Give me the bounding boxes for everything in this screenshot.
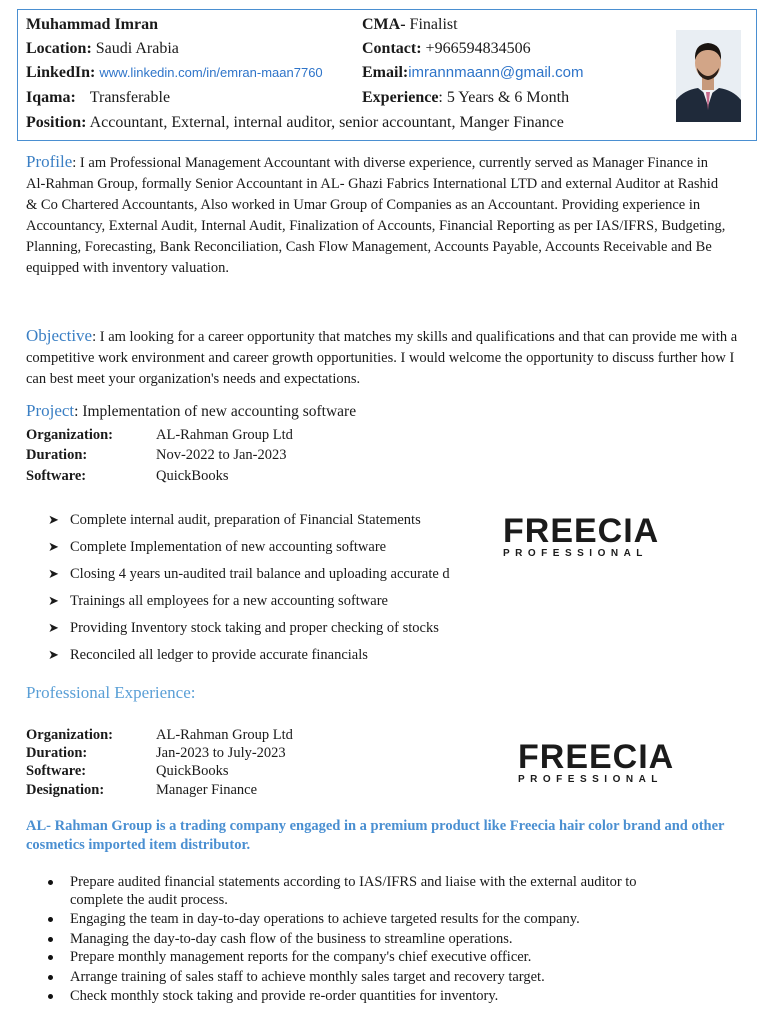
list-item: ➤ Closing 4 years un-audited trail balance and uploading accurate d (48, 566, 450, 582)
objective-heading: Objective (26, 326, 93, 345)
location: Location: Saudi Arabia (26, 40, 179, 57)
contact: Contact: +966594834506 (362, 40, 531, 57)
profile-photo (676, 30, 741, 122)
exp-duration: Duration: Jan-2023 to July-2023 (26, 745, 286, 761)
logo-wordmark: FREECIA (518, 738, 675, 776)
linkedin-link[interactable]: www.linkedin.com/in/emran-maan7760 (99, 65, 323, 80)
logo-subtitle: PROFESSIONAL (503, 548, 648, 559)
exp-software: Software: QuickBooks (26, 763, 229, 779)
profile-heading: Profile (26, 152, 73, 171)
profile-text: : I am Professional Management Accountant with diverse experience, currently served as Manager Finance in Al-Rahman Group, formally Senior Accountant in AL- Ghazi Fabrics International LTD and external Auditor at Rashid & Co Chartered Accountants, Also worked in Umar Group of Companies as an Accountant. Providing experience in Accountancy, External Audit, Internal Audit, Finalization of Accounts, Financial Reporting as per IAS/IFRS, Budgeting, Planning, Forecasting, Bank Reconciliation, Cash Flow Management, Accounts Payable, Accounts Receivable and Be equipped with inventory valuation. (26, 155, 726, 276)
arrow-bullet-icon: ➤ (48, 647, 59, 662)
list-item: ➤ Providing Inventory stock taking and proper checking of stocks (48, 620, 439, 636)
portrait-image (676, 30, 741, 122)
arrow-bullet-icon: ➤ (48, 593, 59, 608)
profile-section (26, 151, 726, 279)
arrow-bullet-icon: ➤ (48, 620, 59, 635)
freecia-logo (518, 740, 698, 786)
list-item: ➤ Complete Implementation of new accounting software (48, 539, 387, 555)
bullet-dot-icon (48, 880, 53, 885)
arrow-bullet-icon: ➤ (48, 539, 59, 554)
freecia-logo (503, 514, 683, 560)
experience-years: Experience: 5 Years & 6 Month (362, 89, 570, 106)
exp-organization: Organization: AL-Rahman Group Ltd (26, 727, 293, 743)
email-link[interactable]: imrannmaann@gmail.com (408, 64, 584, 81)
arrow-bullet-icon: ➤ (48, 512, 59, 527)
iqama: Iqama: Transferable (26, 89, 171, 106)
experience-heading-row: Professional Experience: (26, 683, 196, 702)
exp-designation: Designation: Manager Finance (26, 782, 258, 798)
logo-wordmark: FREECIA (503, 512, 660, 550)
objective-text: : I am looking for a career opportunity that matches my skills and qualifications and that can provide me with a competitive work environment and career growth opportunities. I would welcome the opportunity to discuss further how I can best meet your organization's needs and expectations. (26, 329, 738, 387)
project-heading: Project (26, 401, 75, 420)
project-title-row (26, 401, 356, 421)
project-title: : Implementation of new accounting software (74, 403, 357, 420)
bullet-dot-icon (48, 975, 53, 980)
list-item: ➤ Complete internal audit, preparation of Financial Statements (48, 512, 421, 528)
bullet-dot-icon (48, 994, 53, 999)
objective-section (26, 325, 744, 390)
list-item: ➤ Reconciled all ledger to provide accurate financials (48, 647, 368, 663)
logo-subtitle: PROFESSIONAL (518, 774, 663, 785)
linkedin: LinkedIn: www.linkedin.com/in/emran-maan7760 (26, 64, 323, 81)
bullet-dot-icon (48, 937, 53, 942)
project-software: Software: QuickBooks (26, 468, 229, 484)
cma-status: CMA- Finalist (362, 16, 458, 33)
list-item: ➤ Trainings all employees for a new accounting software (48, 593, 388, 609)
company-description: AL- Rahman Group is a trading company engaged in a premium product like Freecia hair color brand and other cosmetics imported item distributor. (26, 818, 725, 853)
bullet-dot-icon (48, 917, 53, 922)
experience-heading: Professional Experience (26, 683, 191, 702)
arrow-bullet-icon: ➤ (48, 566, 59, 581)
project-duration: Duration: Nov-2022 to Jan-2023 (26, 447, 287, 463)
project-organization: Organization: AL-Rahman Group Ltd (26, 427, 293, 443)
position: Position: Accountant, External, internal auditor, senior accountant, Manger Finance (26, 114, 564, 131)
bullet-dot-icon (48, 955, 53, 960)
candidate-name: Muhammad Imran (26, 16, 159, 33)
email: Email:imrannmaann@gmail.com (362, 64, 584, 81)
